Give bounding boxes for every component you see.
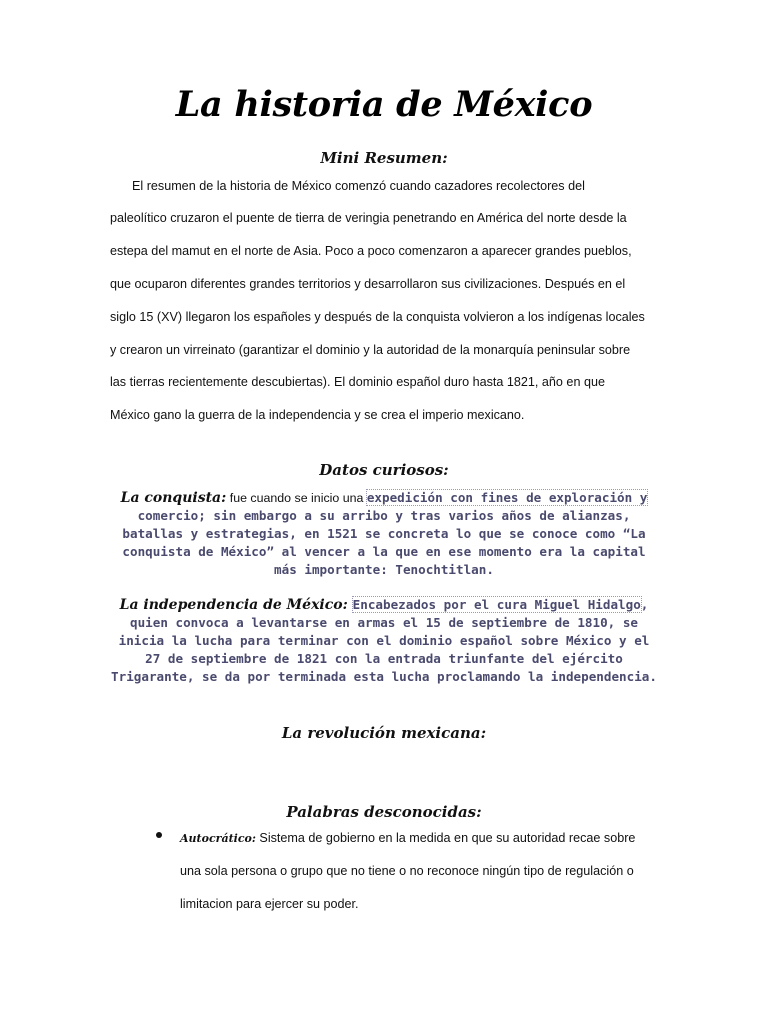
resumen-line: que ocuparon diferentes grandes territorios y desarrollaron sus civilizaciones. Después en el [110,277,626,291]
resumen-line: siglo 15 (XV) llegaron los españoles y después de la conquista volvieron a los indígenas locales [110,310,645,324]
definition-line [180,831,635,845]
conquista-highlight: expedición con fines de exploración y [366,490,648,505]
independencia-paragraph [110,596,658,686]
independencia-highlight: Encabezados por el cura Miguel Hidalgo [352,597,641,612]
bullet-icon [156,832,162,838]
independencia-colon: : [342,597,353,613]
definition-line: limitacion para ejercer su poder. [180,897,359,911]
revolucion-heading: La revolución mexicana: [281,724,487,742]
resumen-line: México gano la guerra de la independencia y se crea el imperio mexicano. [110,408,525,422]
conquista-paragraph [110,489,658,579]
resumen-line: y crearon un virreinato (garantizar el dominio y la autoridad de la monarquía peninsular sobre [110,343,631,357]
resumen-line: las tierras recientemente descubiertas). El dominio español duro hasta 1821, año en que [110,375,605,389]
definition-line: una sola persona o grupo que no tiene o no reconoce ningún tipo de regulación o [180,864,634,878]
definition-term: Autocrático: [180,832,256,845]
definition-text: Sistema de gobierno en la medida en que su autoridad recae sobre [255,831,636,845]
independencia-text: , quien convoca a levantarse en armas el 15 de septiembre de 1810, se inicia la lucha para terminar con el dominio español sobre México y el 27 de septiembre de 1821 con la entrada triunfante del ejército Trigarante, se da por terminada esta lucha proclamando la independencia. [111,597,657,684]
resumen-line: estepa del mamut en el norte de Asia. Poco a poco comenzaron a aparecer grandes pueblos, [110,244,632,258]
resumen-line: paleolítico cruzaron el puente de tierra de veringia penetrando en América del norte desde la [110,211,627,225]
conquista-text: comercio; sin embargo a su arribo y tras varios años de alianzas, batallas y estrategias, en 1521 se concreta lo que se conoce como “La conquista de México” al vencer a la que en ese momento era la capital más importante: Tenochtitlan. [122,508,646,577]
mini-resumen-heading: Mini Resumen: [320,149,448,167]
datos-curiosos-heading: Datos curiosos: [319,461,449,479]
page-title: La historia de México [175,84,593,125]
independencia-label: La independencia de México [119,597,343,613]
palabras-heading: Palabras desconocidas: [286,803,482,821]
conquista-label: La conquista: [120,490,227,506]
conquista-intro: fue cuando se inicio una [226,491,367,505]
resumen-line: El resumen de la historia de México comenzó cuando cazadores recolectores del [132,179,585,193]
